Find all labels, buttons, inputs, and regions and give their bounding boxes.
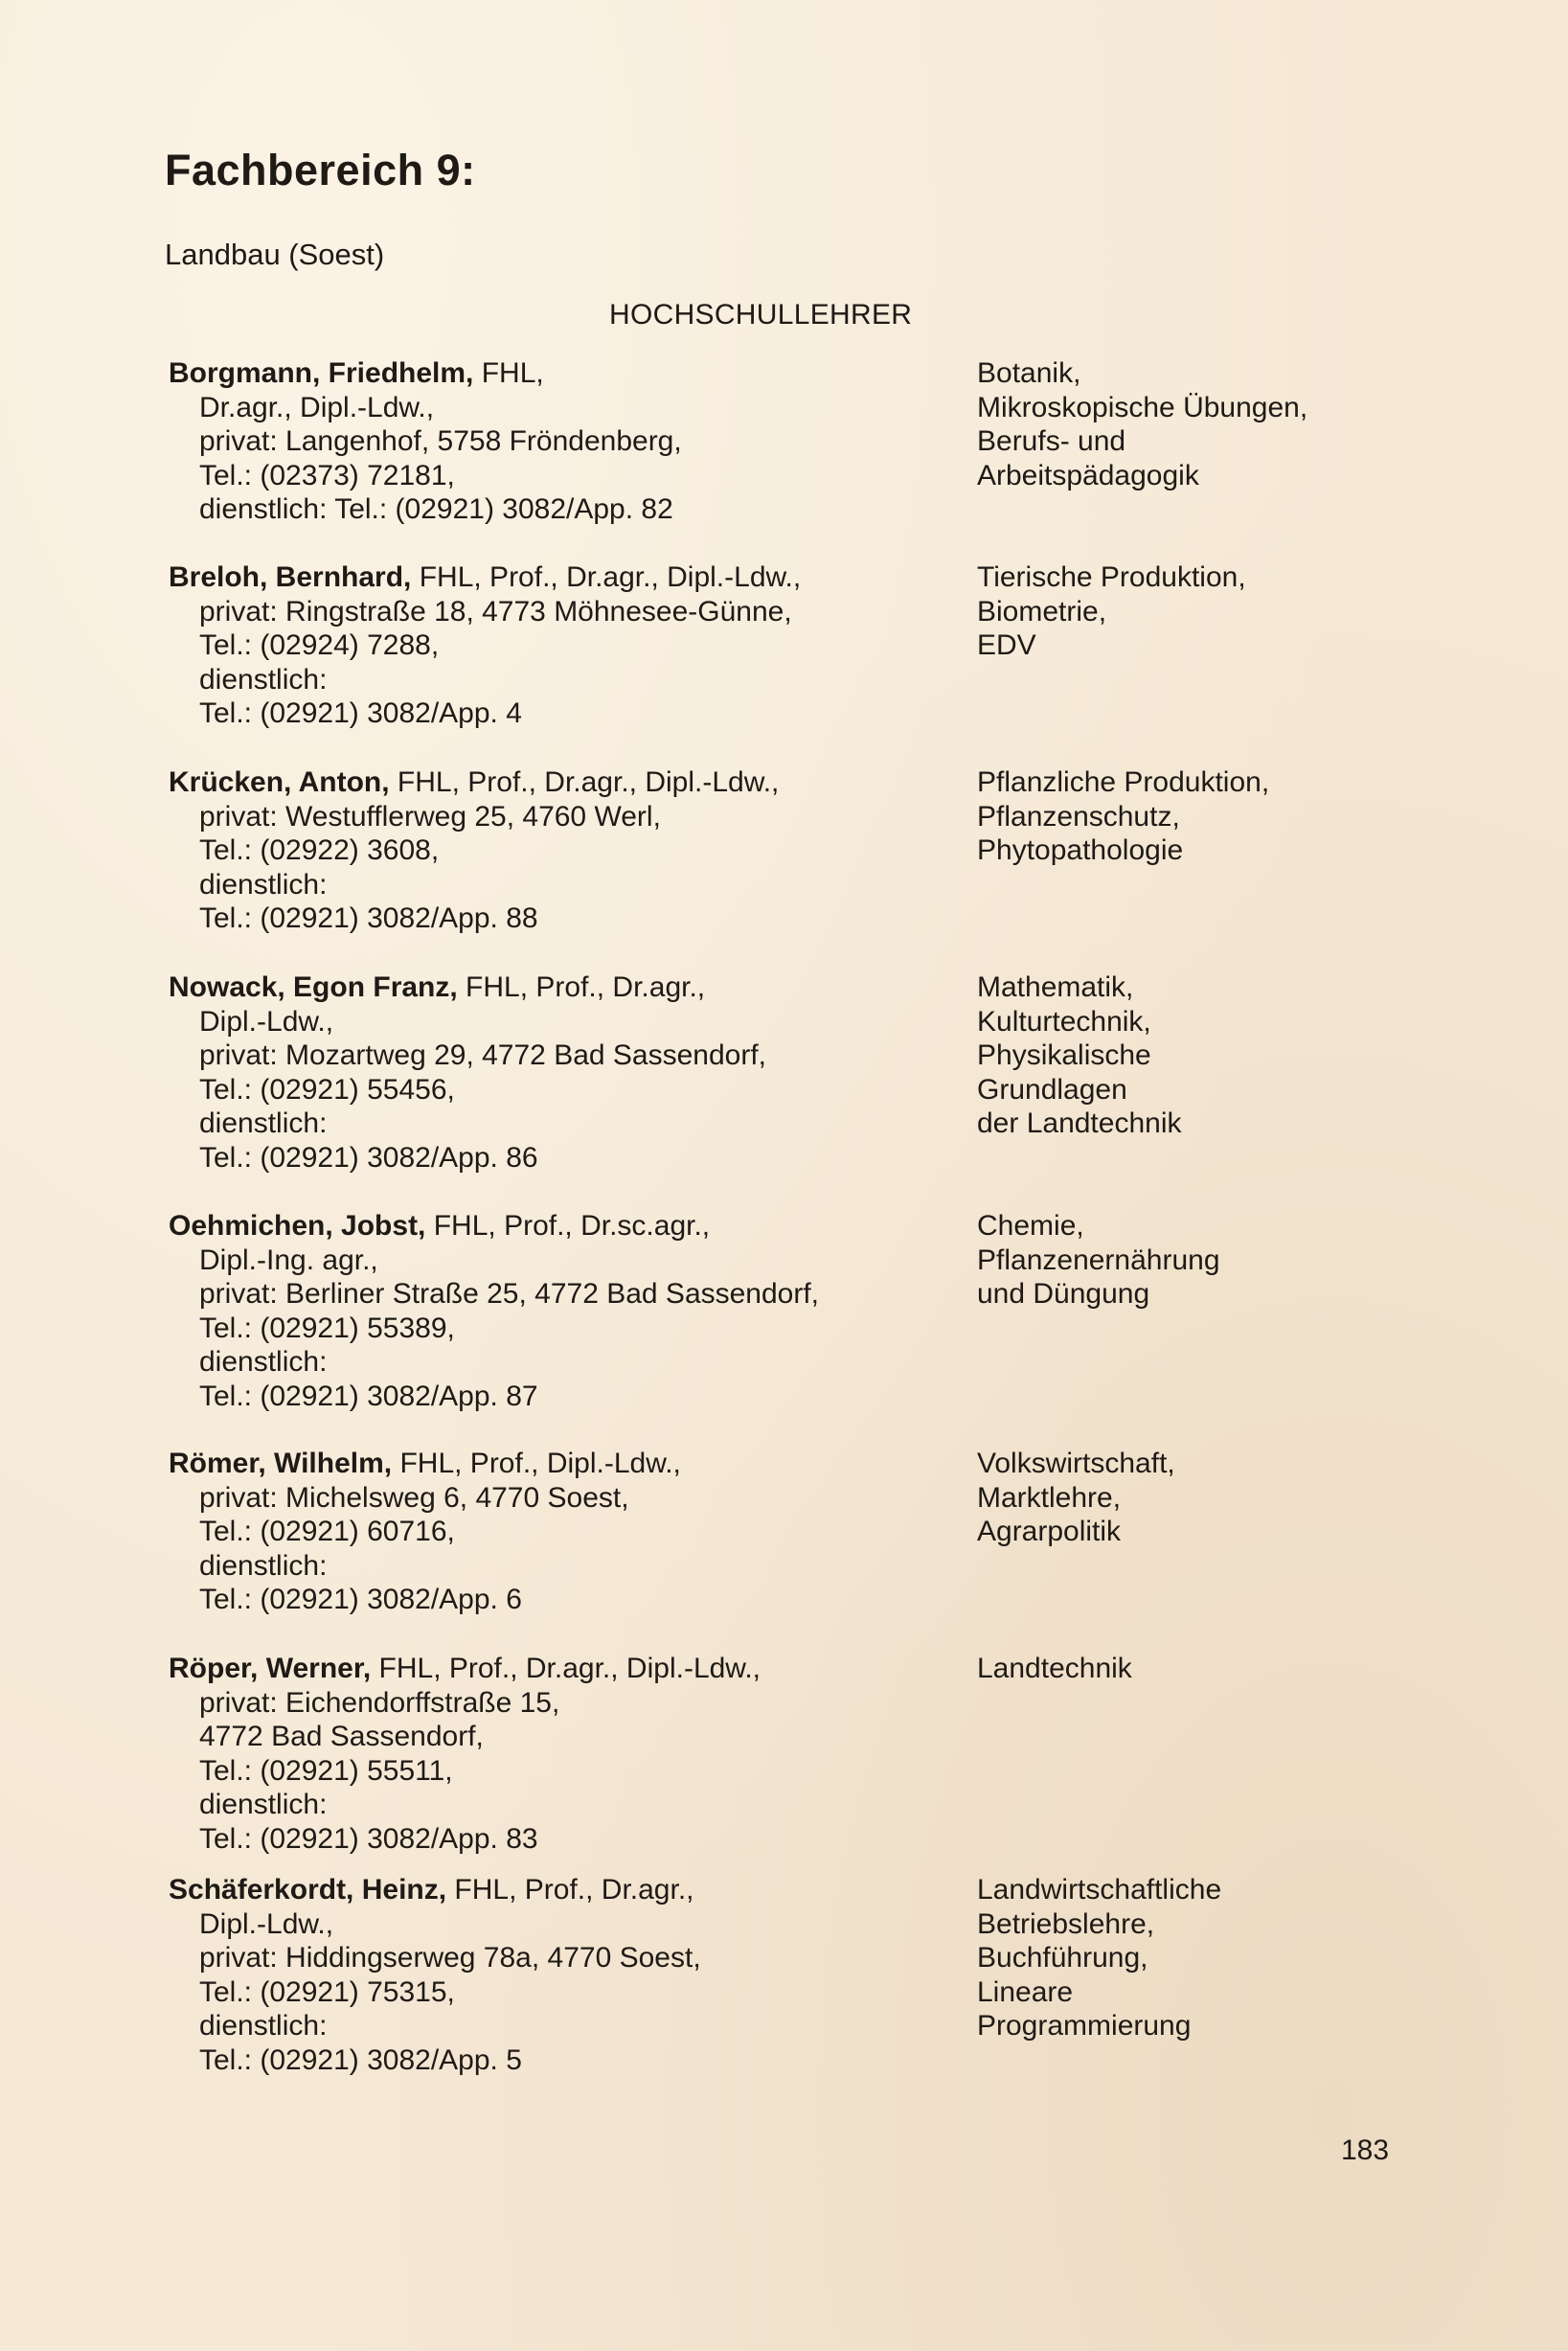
staff-name-line bbox=[169, 1652, 973, 1686]
subject-line: Arbeitspädagogik bbox=[977, 459, 1199, 491]
staff-detail-line: Tel.: (02921) 60716, bbox=[199, 1516, 455, 1547]
subject-line: Physikalische bbox=[977, 1039, 1151, 1071]
subject-line: Marktlehre, bbox=[977, 1481, 1122, 1514]
staff-detail-line: dienstlich: bbox=[199, 2010, 328, 2042]
page-subheading: Landbau (Soest) bbox=[165, 238, 385, 271]
staff-name-line bbox=[169, 1209, 973, 1244]
staff-detail-line: privat: Berliner Straße 25, 4772 Bad Sassendorf, bbox=[199, 1278, 820, 1310]
staff-detail-line: dienstlich: bbox=[199, 1789, 328, 1820]
staff-name-line bbox=[169, 1447, 973, 1481]
staff-title: FHL, Prof., Dr.agr., bbox=[457, 971, 706, 1003]
staff-detail-line: dienstlich: bbox=[199, 1346, 328, 1378]
staff-detail-line: privat: Michelsweg 6, 4770 Soest, bbox=[199, 1481, 629, 1514]
staff-title: FHL, Prof., Dr.agr., Dipl.-Ldw., bbox=[371, 1653, 761, 1684]
subject-line: Biometrie, bbox=[977, 595, 1107, 628]
staff-subjects bbox=[977, 1447, 1513, 1549]
staff-detail-line: Tel.: (02921) 3082/App. 4 bbox=[199, 697, 522, 729]
staff-name: Borgmann, Friedhelm, bbox=[169, 357, 474, 389]
staff-name-line bbox=[169, 765, 973, 800]
staff-detail-line: Tel.: (02921) 3082/App. 88 bbox=[199, 902, 538, 934]
staff-name: Schäferkordt, Heinz, bbox=[169, 1874, 447, 1906]
staff-detail-line: Tel.: (02921) 55511, bbox=[199, 1754, 453, 1787]
staff-subjects bbox=[977, 356, 1513, 492]
subject-line: Pflanzliche Produktion, bbox=[977, 766, 1270, 798]
staff-detail-line: privat: Westufflerweg 25, 4760 Werl, bbox=[199, 800, 661, 833]
subject-line: Mathematik, bbox=[977, 971, 1134, 1003]
subject-line: Programmierung bbox=[977, 2010, 1192, 2042]
subject-line: Betriebslehre, bbox=[977, 1907, 1155, 1940]
staff-name: Röper, Werner, bbox=[169, 1653, 372, 1684]
staff-detail-line: Tel.: (02373) 72181, bbox=[199, 459, 455, 491]
staff-detail-line: Tel.: (02921) 3082/App. 87 bbox=[199, 1380, 538, 1412]
staff-details bbox=[169, 1652, 973, 1856]
staff-details bbox=[169, 1873, 973, 2077]
staff-detail-line: dienstlich: bbox=[199, 663, 328, 696]
staff-name-line bbox=[169, 356, 973, 391]
subject-line: Landwirtschaftliche bbox=[977, 1874, 1222, 1906]
staff-detail-line: Tel.: (02921) 75315, bbox=[199, 1975, 455, 2008]
staff-detail-line: Tel.: (02922) 3608, bbox=[199, 834, 440, 866]
staff-detail-line: Tel.: (02921) 55389, bbox=[199, 1312, 455, 1344]
staff-details bbox=[169, 970, 973, 1175]
subject-line: Phytopathologie bbox=[977, 834, 1184, 866]
subject-line: Volkswirtschaft, bbox=[977, 1448, 1175, 1479]
subject-line: und Düngung bbox=[977, 1278, 1150, 1310]
staff-title: FHL, Prof., Dr.agr., bbox=[446, 1874, 694, 1906]
subject-line: Tierische Produktion, bbox=[977, 561, 1246, 593]
subject-line: Kulturtechnik, bbox=[977, 1005, 1151, 1038]
staff-detail-line: privat: Eichendorffstraße 15, bbox=[199, 1686, 560, 1719]
staff-detail-line: Tel.: (02921) 3082/App. 5 bbox=[199, 2043, 522, 2076]
staff-detail-line: Dipl.-Ing. agr., bbox=[199, 1244, 378, 1276]
subject-line: Buchführung, bbox=[977, 1942, 1148, 1974]
staff-detail-line: privat: Mozartweg 29, 4772 Bad Sassendorf, bbox=[199, 1039, 767, 1071]
staff-title: FHL, bbox=[473, 357, 544, 389]
staff-detail-line: privat: Hiddingserweg 78a, 4770 Soest, bbox=[199, 1942, 701, 1974]
staff-subjects bbox=[977, 560, 1513, 663]
staff-title: FHL, Prof., Dipl.-Ldw., bbox=[392, 1448, 681, 1479]
staff-detail-line: Tel.: (02921) 55456, bbox=[199, 1073, 455, 1106]
staff-detail-line: 4772 Bad Sassendorf, bbox=[199, 1721, 484, 1752]
staff-name: Oehmichen, Jobst, bbox=[169, 1210, 426, 1242]
staff-detail-line: Tel.: (02921) 3082/App. 83 bbox=[199, 1822, 538, 1855]
staff-details bbox=[169, 1447, 973, 1617]
staff-details bbox=[169, 560, 973, 731]
subject-line: EDV bbox=[977, 629, 1036, 661]
staff-name-line bbox=[169, 970, 973, 1005]
page-heading: Fachbereich 9: bbox=[165, 146, 476, 194]
staff-name-line bbox=[169, 1873, 973, 1907]
staff-details bbox=[169, 356, 973, 527]
subject-line: Mikroskopische Übungen, bbox=[977, 391, 1308, 423]
staff-detail-line: Dipl.-Ldw., bbox=[199, 1005, 334, 1038]
staff-subjects bbox=[977, 1873, 1513, 2043]
staff-detail-line: dienstlich: Tel.: (02921) 3082/App. 82 bbox=[199, 493, 673, 525]
staff-detail-line: dienstlich: bbox=[199, 1107, 328, 1139]
staff-title: FHL, Prof., Dr.agr., Dipl.-Ldw., bbox=[411, 561, 802, 593]
staff-name: Römer, Wilhelm, bbox=[169, 1448, 393, 1479]
staff-name-line bbox=[169, 560, 973, 595]
staff-title: FHL, Prof., Dr.agr., Dipl.-Ldw., bbox=[389, 766, 780, 798]
staff-subjects bbox=[977, 765, 1513, 868]
staff-detail-line: Tel.: (02924) 7288, bbox=[199, 629, 440, 661]
staff-detail-line: privat: Ringstraße 18, 4773 Möhnesee-Günne, bbox=[199, 595, 792, 628]
staff-detail-line: privat: Langenhof, 5758 Fröndenberg, bbox=[199, 425, 682, 457]
staff-detail-line: dienstlich: bbox=[199, 1549, 328, 1582]
subject-line: Pflanzenernährung bbox=[977, 1244, 1220, 1276]
staff-name: Nowack, Egon Franz, bbox=[169, 971, 458, 1003]
subject-line: Chemie, bbox=[977, 1210, 1084, 1242]
staff-detail-line: dienstlich: bbox=[199, 868, 328, 901]
staff-subjects bbox=[977, 1209, 1513, 1312]
subject-line: Berufs- und bbox=[977, 425, 1126, 457]
subject-line: Landtechnik bbox=[977, 1653, 1132, 1684]
staff-subjects bbox=[977, 970, 1513, 1141]
staff-title: FHL, Prof., Dr.sc.agr., bbox=[425, 1210, 711, 1242]
staff-subjects bbox=[977, 1652, 1513, 1686]
subject-line: Grundlagen bbox=[977, 1073, 1127, 1106]
staff-details bbox=[169, 1209, 973, 1413]
page-number: 183 bbox=[1341, 2134, 1390, 2166]
staff-detail-line: Dr.agr., Dipl.-Ldw., bbox=[199, 391, 435, 423]
staff-detail-line: Dipl.-Ldw., bbox=[199, 1907, 334, 1940]
staff-name: Krücken, Anton, bbox=[169, 766, 390, 798]
subject-line: Agrarpolitik bbox=[977, 1516, 1122, 1547]
subject-line: Lineare bbox=[977, 1975, 1074, 2008]
subject-line: Botanik, bbox=[977, 357, 1081, 389]
subject-line: Pflanzenschutz, bbox=[977, 800, 1180, 833]
subject-line: der Landtechnik bbox=[977, 1107, 1182, 1139]
staff-details bbox=[169, 765, 973, 936]
section-title: HOCHSCHULLEHRER bbox=[609, 299, 913, 331]
staff-detail-line: Tel.: (02921) 3082/App. 86 bbox=[199, 1141, 538, 1174]
staff-detail-line: Tel.: (02921) 3082/App. 6 bbox=[199, 1584, 522, 1615]
staff-name: Breloh, Bernhard, bbox=[169, 561, 412, 593]
